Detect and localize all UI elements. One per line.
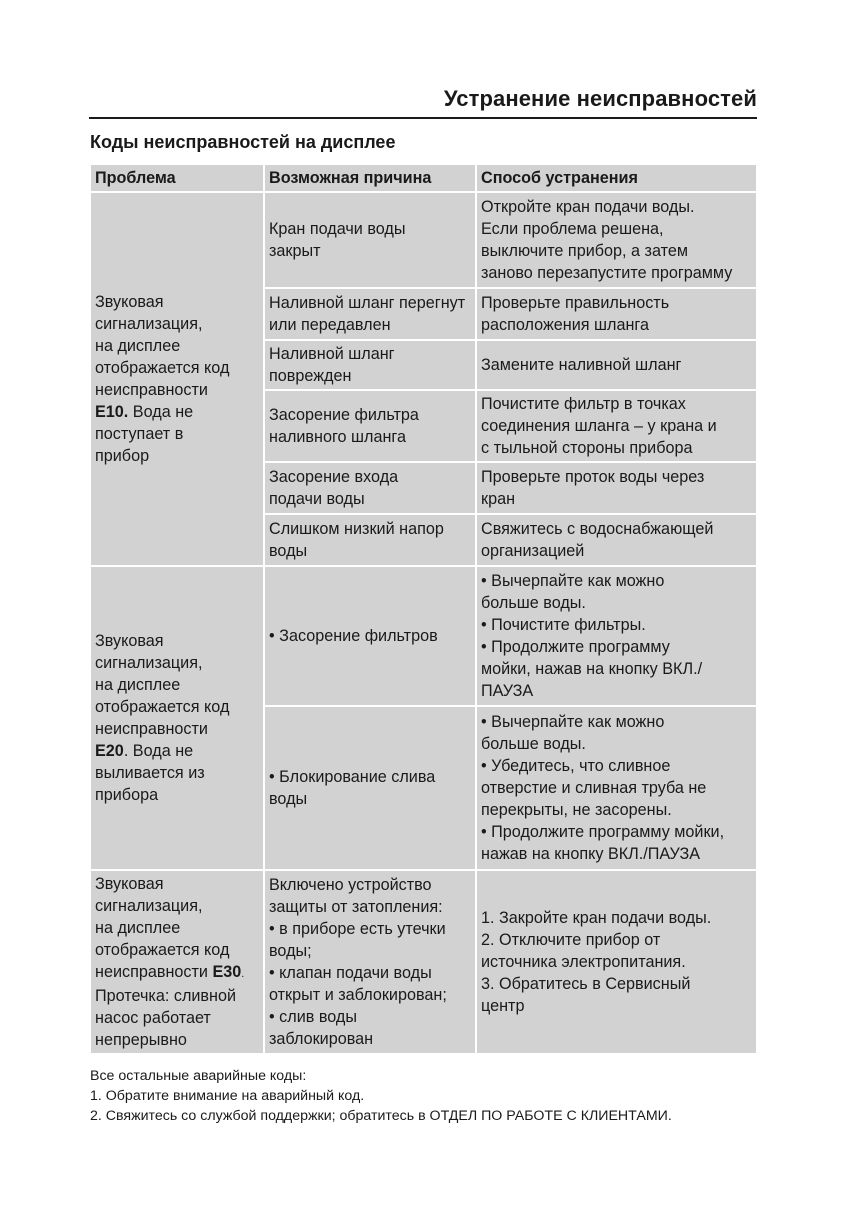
remedy-text-line: • Продолжите программу bbox=[481, 638, 670, 656]
remedy-text-line: ПАУЗА bbox=[481, 682, 534, 700]
problem-text-line: Вода не bbox=[128, 403, 194, 421]
error-code: E20 bbox=[95, 742, 124, 760]
remedy-text-line: нажав на кнопку ВКЛ./ПАУЗА bbox=[481, 845, 701, 863]
problem-text-line: на дисплее bbox=[95, 337, 181, 355]
remedy-text-line: организацией bbox=[481, 542, 585, 560]
problem-text-line: непрерывно bbox=[95, 1031, 187, 1049]
table-body bbox=[90, 192, 757, 1054]
problem-text-line: на дисплее bbox=[95, 919, 181, 937]
cause-cell bbox=[264, 390, 476, 462]
section-title: Коды неисправностей на дисплее bbox=[90, 132, 396, 152]
remedy-cell bbox=[476, 462, 757, 514]
cause-text-line: наливного шланга bbox=[269, 428, 406, 446]
remedy-cell bbox=[476, 192, 757, 288]
problem-text-line: прибор bbox=[95, 447, 150, 465]
remedy-text-line: Проверьте проток воды через bbox=[481, 468, 705, 486]
problem-text-line: . Вода не bbox=[123, 742, 194, 760]
remedy-text-line: • Продолжите программу мойки, bbox=[481, 823, 725, 841]
problem-text-line: Звуковая bbox=[95, 632, 164, 650]
column-header-problem: Проблема bbox=[90, 164, 264, 192]
cause-cell bbox=[264, 462, 476, 514]
cause-text-line: или передавлен bbox=[269, 316, 391, 334]
cause-text-line: Слишком низкий напор bbox=[269, 520, 444, 538]
remedy-text-line: больше воды. bbox=[481, 594, 586, 612]
cause-text-line: подачи воды bbox=[269, 490, 365, 508]
problem-code-line bbox=[95, 740, 259, 762]
problem-text-line: сигнализация, bbox=[95, 897, 203, 915]
cause-text-line: Наливной шланг bbox=[269, 345, 395, 363]
problem-cell bbox=[90, 566, 264, 870]
table-header-row bbox=[90, 164, 757, 192]
error-code: E30 bbox=[212, 963, 242, 981]
remedy-text-line: с тыльной стороны прибора bbox=[481, 439, 693, 457]
remedy-text-line: Откройте кран подачи воды. bbox=[481, 198, 695, 216]
remedy-text-line: 2. Отключите прибор от bbox=[481, 931, 661, 949]
cause-cell bbox=[264, 192, 476, 288]
problem-text-line: сигнализация, bbox=[95, 654, 203, 672]
problem-text-line: отображается код bbox=[95, 941, 230, 959]
remedy-cell bbox=[476, 706, 757, 870]
cause-text-line: воды; bbox=[269, 942, 312, 960]
remedy-text-line: • Почистите фильтры. bbox=[481, 616, 646, 634]
problem-text-line: выливается из bbox=[95, 764, 205, 782]
problem-text-line: неисправности bbox=[95, 381, 208, 399]
remedy-text-line: расположения шланга bbox=[481, 316, 649, 334]
problem-text-line: . bbox=[241, 968, 245, 980]
problem-text-line: поступает в bbox=[95, 425, 184, 443]
remedy-text-line: 3. Обратитесь в Сервисный bbox=[481, 975, 691, 993]
remedy-text-line: источника электропитания. bbox=[481, 953, 686, 971]
cause-cell bbox=[264, 566, 476, 706]
cause-text-line: Наливной шланг перегнут bbox=[269, 294, 466, 312]
remedy-cell bbox=[476, 514, 757, 566]
footer-line: 1. Обратите внимание на аварийный код. bbox=[90, 1088, 365, 1104]
remedy-cell bbox=[476, 288, 757, 340]
cause-text-line: • Блокирование слива bbox=[269, 768, 436, 786]
remedy-text-line: • Вычерпайте как можно bbox=[481, 572, 665, 590]
problem-text-line: сигнализация, bbox=[95, 315, 203, 333]
cause-text-line: • в приборе есть утечки bbox=[269, 920, 446, 938]
remedy-text-line: • Убедитесь, что сливное bbox=[481, 757, 671, 775]
problem-text-line: Звуковая bbox=[95, 875, 164, 893]
cause-text-line: закрыт bbox=[269, 242, 321, 260]
column-header-remedy: Способ устранения bbox=[476, 164, 757, 192]
problem-text-line: неисправности bbox=[95, 963, 213, 981]
remedy-text-line: заново перезапустите программу bbox=[481, 264, 733, 282]
remedy-text-line: перекрыты, не засорены. bbox=[481, 801, 672, 819]
problem-text-line: отображается код bbox=[95, 359, 230, 377]
table-row bbox=[90, 870, 757, 1054]
cause-text-line: воды bbox=[269, 790, 308, 808]
remedy-text-line: Если проблема решена, bbox=[481, 220, 664, 238]
remedy-text-line: Замените наливной шланг bbox=[481, 356, 682, 374]
cause-text-line: Засорение фильтра bbox=[269, 406, 419, 424]
remedy-text-line: соединения шланга – у крана и bbox=[481, 417, 717, 435]
remedy-text-line: отверстие и сливная труба не bbox=[481, 779, 707, 797]
remedy-text-line: мойки, нажав на кнопку ВКЛ./ bbox=[481, 660, 703, 678]
cause-text-line: • Засорение фильтров bbox=[269, 627, 438, 645]
remedy-text-line: больше воды. bbox=[481, 735, 586, 753]
page-title: Устранение неисправностей bbox=[443, 86, 757, 111]
cause-cell bbox=[264, 514, 476, 566]
remedy-text-line: Проверьте правильность bbox=[481, 294, 670, 312]
problem-code-line bbox=[95, 401, 259, 423]
problem-text-line: прибора bbox=[95, 786, 159, 804]
remedy-cell bbox=[476, 340, 757, 390]
column-header-cause: Возможная причина bbox=[264, 164, 476, 192]
remedy-cell bbox=[476, 390, 757, 462]
problem-text-line: на дисплее bbox=[95, 676, 181, 694]
error-codes-table bbox=[89, 163, 758, 1055]
problem-text-line: неисправности bbox=[95, 720, 208, 738]
remedy-text-line: Свяжитесь с водоснабжающей bbox=[481, 520, 714, 538]
problem-text-line: насос работает bbox=[95, 1009, 211, 1027]
cause-text-line: • слив воды bbox=[269, 1008, 357, 1026]
table-row bbox=[90, 192, 757, 288]
problem-text-line: Протечка: сливной bbox=[95, 987, 237, 1005]
remedy-text-line: кран bbox=[481, 490, 516, 508]
remedy-cell bbox=[476, 870, 757, 1054]
remedy-text-line: Почистите фильтр в точках bbox=[481, 395, 686, 413]
error-code: E10. bbox=[95, 403, 129, 421]
remedy-text-line: 1. Закройте кран подачи воды. bbox=[481, 909, 712, 927]
problem-cell bbox=[90, 870, 264, 1054]
cause-text-line: • клапан подачи воды bbox=[269, 964, 432, 982]
cause-cell bbox=[264, 706, 476, 870]
title-divider bbox=[89, 117, 757, 119]
cause-text-line: поврежден bbox=[269, 367, 352, 385]
remedy-cell bbox=[476, 566, 757, 706]
remedy-text-line: • Вычерпайте как можно bbox=[481, 713, 665, 731]
problem-text-line: Звуковая bbox=[95, 293, 164, 311]
cause-cell bbox=[264, 288, 476, 340]
problem-cell bbox=[90, 192, 264, 566]
cause-text-line: открыт и заблокирован; bbox=[269, 986, 447, 1004]
cause-cell bbox=[264, 870, 476, 1054]
cause-text-line: воды bbox=[269, 542, 308, 560]
remedy-text-line: центр bbox=[481, 997, 525, 1015]
cause-text-line: Засорение входа bbox=[269, 468, 399, 486]
cause-text-line: Кран подачи воды bbox=[269, 220, 406, 238]
cause-text-line: защиты от затопления: bbox=[269, 898, 443, 916]
footer-line: Все остальные аварийные коды: bbox=[90, 1068, 307, 1084]
cause-text-line: заблокирован bbox=[269, 1030, 374, 1048]
cause-text-line: Включено устройство bbox=[269, 876, 432, 894]
cause-cell bbox=[264, 340, 476, 390]
problem-text-line: отображается код bbox=[95, 698, 230, 716]
table-row bbox=[90, 566, 757, 706]
footer-line: 2. Свяжитесь со службой поддержки; обратитесь в ОТДЕЛ ПО РАБОТЕ С КЛИЕНТАМИ. bbox=[90, 1108, 672, 1124]
remedy-text-line: выключите прибор, а затем bbox=[481, 242, 688, 260]
footer-notes bbox=[90, 1066, 672, 1126]
